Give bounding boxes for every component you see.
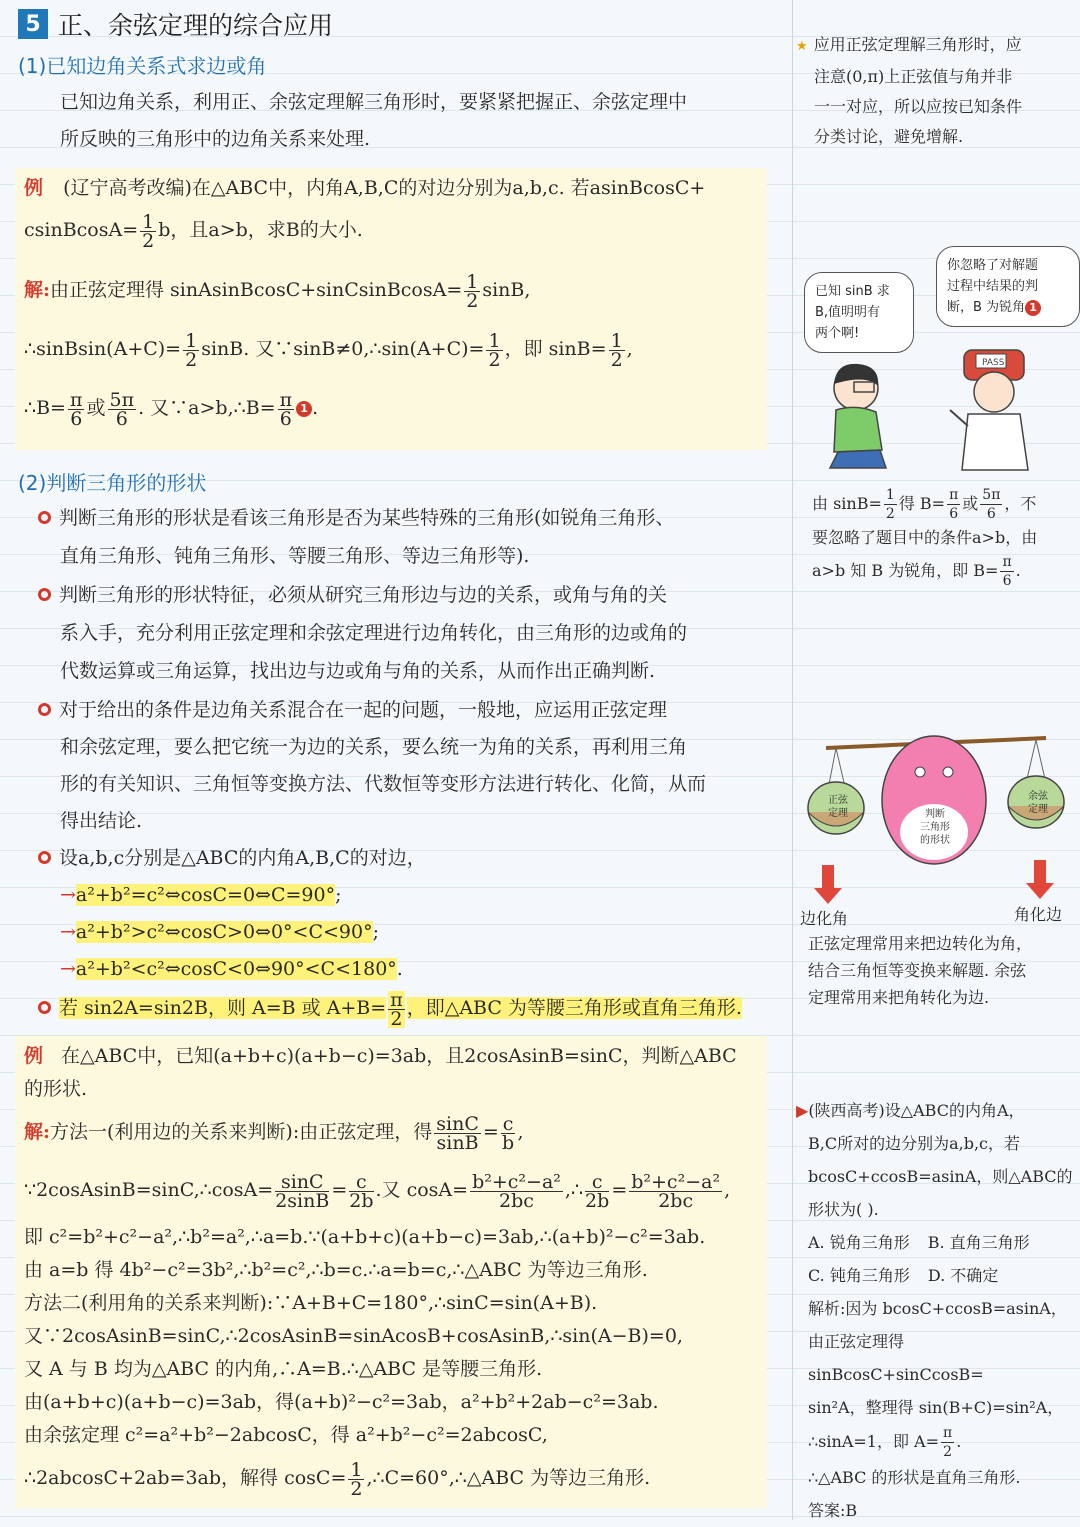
arrow-right-icon: → <box>60 958 76 980</box>
arrow-right-label: 角化边 <box>1014 905 1063 924</box>
girl-figure <box>950 350 1028 470</box>
boy-figure <box>830 364 886 468</box>
arrow-right-icon: → <box>60 921 76 943</box>
example1-solution-line3: ∴B= $\frac{\pi}{6}$ 或 $\frac{5\pi}{6}$ . 又∵a>b,∴B= $\frac{\pi}{6}$ 1 . <box>24 388 319 430</box>
bullet2-line1: 判断三角形的形状特征，必须从研究三角形边与边的关系，或角与角的关 <box>38 577 667 614</box>
option-c: C. 钝角三角形 <box>808 1266 910 1285</box>
answer: 答案:B <box>808 1501 858 1520</box>
section-number: 5 <box>18 9 48 39</box>
part1-intro-line1: 已知边角关系，利用正、余弦定理解三角形时，要紧紧把握正、余弦定理中 <box>60 91 688 113</box>
example2-line3: 即 c²=b²+c²−a²,∴b²=a²,∴a=b.∵(a+b+c)(a+b−c)=3ab,∴(a+b)²−c²=3ab. <box>24 1226 706 1248</box>
part2-heading: (2)判断三角形的形状 <box>18 471 207 495</box>
sidebar-exercise: ▶(陕西高考)设△ABC的内角A， B,C所对的边分别为a,b,c，若 bcosC+ccosB=asinA，则△ABC的 形状为( ). A. 锐角三角形 B. 直角三角形 C. 钝角三角形 D. 不确定 解析:因为 bcosC+ccosB=asinA， 由正弦定理得 sinBcosC+sinCcosB= sin²A，整理得 sin(B+C)=sin²A， ∴sinA=1，即 A= $\frac{\pi}{2}$ . ∴△ABC 的形状是直角三角形. 答案:B <box>796 1094 1078 1527</box>
note-badge: 1 <box>296 401 312 417</box>
example2-question-line2: 的形状. <box>24 1078 88 1100</box>
tip-box: ★ 应用正弦定理解三角形时，应 注意(0,π)上正弦值与角并非 一一对应，所以应按已知条件 分类讨论，避免增解. <box>796 35 1023 146</box>
fraction-sinC-sinB: $\frac{\sin C}{\sin B}$ <box>436 1112 479 1154</box>
part1-heading: (1)已知边角关系式求边或角 <box>18 54 267 78</box>
section-title: 正、余弦定理的综合应用 <box>58 11 334 40</box>
bullet-icon <box>38 851 51 864</box>
fraction-half: $\frac{1}{2}$ <box>185 329 198 371</box>
example2-line4: 由 a=b 得 4b²−c²=3b²,∴b²=c²,∴b=c.∴a=b=c,∴△ABC 为等边三角形. <box>24 1259 648 1281</box>
solution-label: 解: <box>24 1121 51 1143</box>
example2-question-line1: 例 在△ABC中，已知(a+b+c)(a+b−c)=3ab，且2cosAsinB=sinC，判断△ABC <box>24 1045 737 1067</box>
scale-left-label: 正弦 定理 <box>828 795 848 819</box>
fraction-half: $\frac{1}{2}$ <box>610 329 623 371</box>
example2-line2: ∵2cosAsinB=sinC,∴cosA= $\frac{\sin C}{2\sin B}$ = $\frac{c}{2b}$ .又 cosA= $\frac{\text{b²+c²−a²}}{2bc}$ ,∴ $\frac{c}{2b}$ = $\frac{\text{b²+c²−a²}}{2bc}$ , <box>24 1170 731 1212</box>
fraction-c-2b: $\frac{c}{2b}$ <box>349 1170 374 1212</box>
bullet2-line2: 系入手，充分利用正弦定理和余弦定理进行边角转化，由三角形的边或角的 <box>60 622 688 644</box>
fraction-half: $\frac{1}{2}$ <box>466 270 479 312</box>
relation-right-angle: →a²+b²=c²⇔cosC=0⇔C=90°; <box>60 884 342 906</box>
fraction-half: $\frac{1}{2}$ <box>350 1458 363 1500</box>
bullet3-line4: 得出结论. <box>60 810 143 832</box>
scale-center-label: 判断 三角形 的形状 <box>920 809 950 846</box>
bullet-icon <box>38 588 51 601</box>
example2-method1-line: 解:方法一(利用边的关系来判断):由正弦定理，得 $\frac{\sin C}{\sin B}$ = $\frac{c}{b}$ , <box>24 1112 524 1154</box>
triangle-marker-icon: ▶ <box>796 1101 809 1120</box>
arrow-left-label: 边化角 <box>800 909 849 928</box>
example1-label: 例 <box>24 177 44 199</box>
example2-line5: 方法二(利用角的关系来判断):∵A+B+C=180°,∴sinC=sin(A+B). <box>24 1292 598 1314</box>
example2-line10: ∴2abcosC+2ab=3ab，解得 cosC= $\frac{1}{2}$ ,∴C=60°,∴△ABC 为等边三角形. <box>24 1458 651 1500</box>
column-divider <box>792 0 793 1520</box>
example2-line7: 又 A 与 B 均为△ABC 的内角,∴A=B.∴△ABC 是等腰三角形. <box>24 1358 543 1380</box>
example1-solution-line1: 解:由正弦定理得 sinAsinBcosC+sinCsinBcosA= $\frac{1}{2}$ sinB, <box>24 270 531 312</box>
fraction-cos-law: $\frac{\text{b²+c²−a²}}{2bc}$ <box>631 1170 721 1212</box>
relation-obtuse-angle: →a²+b²<c²⇔cosC<0⇔90°<C<180°. <box>60 958 403 980</box>
bullet4-line: 设a,b,c分别是△ABC的内角A,B,C的对边， <box>38 840 426 877</box>
cartoon-illustration <box>796 340 1080 480</box>
example2-line9: 由余弦定理 c²=a²+b²−2abcosC，得 a²+b²−c²=2abcosC, <box>24 1424 548 1446</box>
section-header <box>18 6 333 42</box>
bullet3-line3: 形的有关知识、三角恒等变换方法、代数恒等变形方法进行转化、化简，从而 <box>60 773 707 795</box>
fraction-half: $\frac{1}{2}$ <box>142 210 155 252</box>
note-badge: 1 <box>1025 300 1041 316</box>
bullet2-line3: 代数运算或三角运算，找出边与边或角与角的关系，从而作出正确判断. <box>60 660 656 682</box>
option-a: A. 锐角三角形 <box>808 1233 910 1252</box>
part1-intro-line2: 所反映的三角形中的边角关系来处理. <box>60 128 371 150</box>
bullet3-line1: 对于给出的条件是边角关系混合在一起的问题，一般地，应运用正弦定理 <box>38 692 667 729</box>
bullet-icon <box>38 1001 51 1014</box>
bullet-icon <box>38 511 51 524</box>
example1-question-line1: 例 (辽宁高考改编)在△ABC中，内角A,B,C的对边分别为a,b,c. 若asinBcosC+ <box>24 177 706 199</box>
bullet1-line2: 直角三角形、钝角三角形、等腰三角形、等边三角形等). <box>60 545 530 567</box>
fraction-pi-6: $\frac{\pi}{6}$ <box>279 388 293 430</box>
arrow-right-icon: → <box>60 884 76 906</box>
star-icon: ★ <box>796 39 808 54</box>
bullet5-line: 若 sin2A=sin2B，则 A=B 或 A+B= $\frac{\pi}{2}$ ，即△ABC 为等腰三角形或直角三角形. <box>38 990 742 1028</box>
fraction-c-2b: $\frac{c}{2b}$ <box>585 1170 610 1212</box>
pass-tag: PASS <box>982 358 1005 368</box>
fraction-5pi-6: $\frac{5\pi}{6}$ <box>109 388 135 430</box>
fraction-c-b: $\frac{c}{b}$ <box>502 1112 515 1154</box>
example1-question-line2: csinBcosA= $\frac{1}{2}$ b，且a>b，求B的大小. <box>24 210 363 252</box>
bullet1-line1: 判断三角形的形状是看该三角形是否为某些特殊的三角形(如锐角三角形、 <box>38 500 674 537</box>
bullet3-line2: 和余弦定理，要么把它统一为边的关系，要么统一为角的关系，再利用三角 <box>60 736 688 758</box>
fraction-sinC-2sinB: $\frac{\sin C}{2\sin B}$ <box>275 1170 330 1212</box>
fraction-cos-law: $\frac{\text{b²+c²−a²}}{2bc}$ <box>472 1170 561 1212</box>
speech-bubble-right: 你忽略了对解题 过程中结果的判 断，B 为锐角 1 <box>936 246 1080 327</box>
speech-bubble-left: 已知 sinB 求 B,值明明有 两个啊! <box>804 272 914 353</box>
example2-label: 例 <box>24 1045 44 1067</box>
scale-right-label: 余弦 定理 <box>1028 791 1048 815</box>
example2-line6: 又∵2cosAsinB=sinC,∴2cosAsinB=sinAcosB+cosAsinB,∴sin(A−B)=0, <box>24 1325 683 1347</box>
example1-solution-line2: ∴sinBsin(A+C)= $\frac{1}{2}$ sinB. 又∵sinB≠0,∴sin(A+C)= $\frac{1}{2}$ ，即 sinB= $\frac{1}{2}$ , <box>24 329 633 371</box>
option-d: D. 不确定 <box>927 1266 999 1285</box>
bullet-icon <box>38 703 51 716</box>
option-b: B. 直角三角形 <box>927 1233 1030 1252</box>
solution-label: 解: <box>24 279 51 301</box>
fraction-pi-2: $\frac{\pi}{2}$ <box>390 988 403 1030</box>
fraction-half: $\frac{1}{2}$ <box>488 329 501 371</box>
fraction-pi-6: $\frac{\pi}{6}$ <box>69 388 83 430</box>
cartoon-note: 由 sinB= $\frac{1}{2}$ 得 B= $\frac{\pi}{6}$ 或 $\frac{5\pi}{6}$ ，不 要忽略了题目中的条件a>b，由 a>b 知 B 为锐角，即 B= $\frac{\pi}{6}$ . <box>812 487 1038 589</box>
scale-explanation: 正弦定理常用来把边转化为角， 结合三角恒等变换来解题. 余弦 定理常用来把角转化为边. <box>808 934 1033 1007</box>
example2-line8: 由(a+b+c)(a+b−c)=3ab，得(a+b)²−c²=3ab，a²+b²+2ab−c²=3ab. <box>24 1391 659 1413</box>
relation-acute-angle: →a²+b²>c²⇔cosC>0⇔0°<C<90°; <box>60 921 380 943</box>
